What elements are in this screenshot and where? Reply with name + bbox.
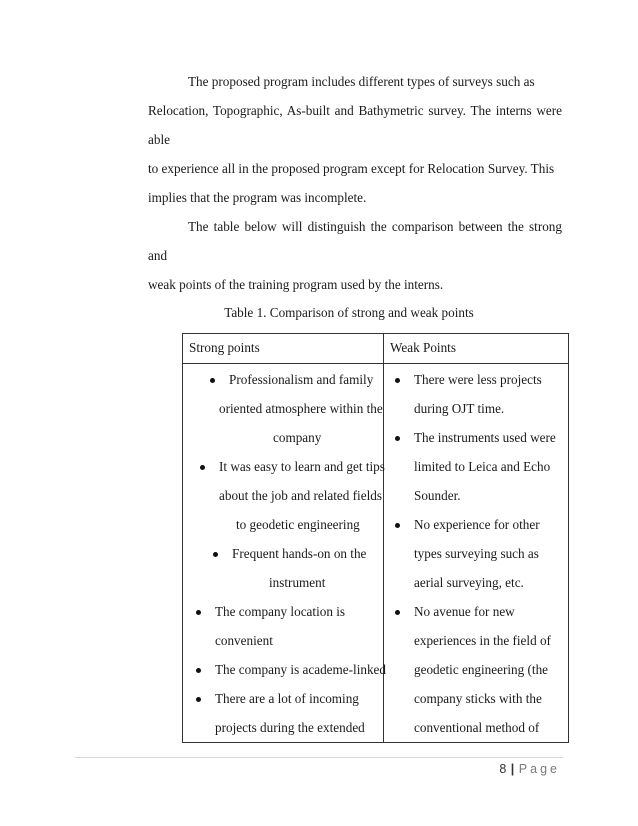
list-item: oriented atmosphere within the — [219, 401, 383, 416]
list-item: The instruments used were — [414, 430, 556, 445]
bullet-icon — [213, 552, 218, 557]
list-item: instrument — [269, 575, 326, 590]
list-item: No experience for other — [414, 517, 540, 532]
list-item: No avenue for new — [414, 604, 515, 619]
bullet-icon — [395, 610, 400, 615]
list-item: Sounder. — [414, 488, 461, 503]
paragraph-line: The table below will distinguish the comparison between the strong and — [148, 219, 562, 263]
table-caption: Table 1. Comparison of strong and weak points — [224, 305, 474, 320]
header-divider — [183, 363, 568, 364]
list-item: The company location is — [215, 604, 346, 619]
list-item: experiences in the field of — [414, 633, 551, 648]
list-item: conventional method of — [414, 720, 540, 735]
bullet-icon — [395, 436, 400, 441]
list-item: projects during the extended — [215, 720, 365, 735]
bullet-icon — [196, 668, 201, 673]
list-item: It was easy to learn and get tips — [219, 459, 385, 474]
list-item: about the job and related fields — [219, 488, 382, 503]
paragraph-survey-types — [148, 67, 562, 212]
page-label: Page — [518, 762, 560, 776]
paragraph-line: weak points of the training program used by the interns. — [148, 277, 444, 292]
bullet-icon — [200, 465, 205, 470]
header-weak-points: Weak Points — [390, 340, 456, 355]
bullet-icon — [395, 523, 400, 528]
paragraph-line: to experience all in the proposed program except for Relocation Survey. This — [148, 161, 555, 176]
list-item: types surveying such as — [414, 546, 539, 561]
page-number: 8 — [499, 762, 507, 776]
list-item: geodetic engineering (the — [414, 662, 549, 677]
comparison-table — [182, 333, 569, 743]
list-item: to geodetic engineering — [236, 517, 360, 532]
list-item: company — [273, 430, 322, 445]
footer-separator: | — [510, 762, 515, 776]
list-item: Professionalism and family — [229, 372, 374, 387]
list-item: during OJT time. — [414, 401, 505, 416]
paragraph-line: The proposed program includes different types of surveys such as — [188, 74, 535, 89]
list-item: Frequent hands-on on the — [232, 546, 367, 561]
list-item: convenient — [215, 633, 273, 648]
list-item: There are a lot of incoming — [215, 691, 359, 706]
list-item: There were less projects — [414, 372, 542, 387]
bullet-icon — [210, 378, 215, 383]
header-strong-points: Strong points — [189, 340, 260, 355]
footer-divider — [75, 757, 563, 758]
paragraph-line: implies that the program was incomplete. — [148, 190, 367, 205]
list-item: limited to Leica and Echo — [414, 459, 551, 474]
bullet-icon — [395, 378, 400, 383]
list-item: company sticks with the — [414, 691, 542, 706]
paragraph-table-intro — [148, 212, 562, 299]
bullet-icon — [196, 697, 201, 702]
bullet-icon — [196, 610, 201, 615]
list-item: The company is academe-linked — [215, 662, 386, 677]
list-item: aerial surveying, etc. — [414, 575, 524, 590]
page-footer — [499, 762, 560, 776]
paragraph-line: Relocation, Topographic, As-built and Bathymetric survey. The interns were able — [148, 103, 562, 147]
